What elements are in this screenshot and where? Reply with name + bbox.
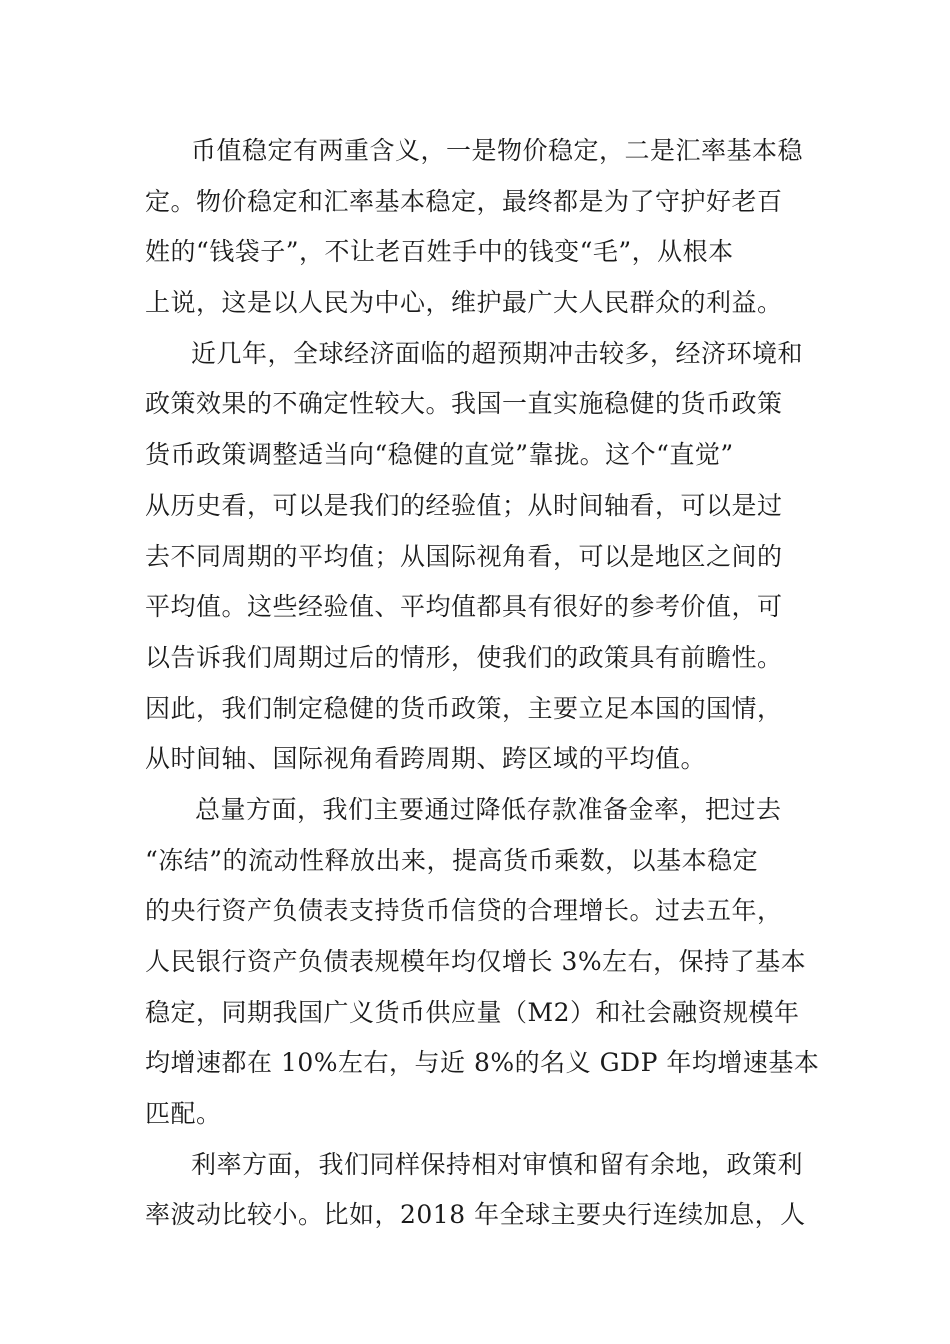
text-line: 以告诉我们周期过后的情形，使我们的政策具有前瞻性。 [145,642,783,672]
text-line: 上说，这是以人民为中心，维护最广大人民群众的利益。 [145,288,783,318]
text-line: 政策效果的不确定性较大。我国一直实施稳健的货币政策 [145,389,783,419]
text-line: 从时间轴、国际视角看跨周期、跨区域的平均值。 [145,744,707,774]
text-line: 近几年，全球经济面临的超预期冲击较多，经济环境和 [191,338,804,368]
paragraph-interest-rate [145,1140,807,1241]
body-text [145,126,820,1241]
text-line: 率波动比较小。比如，2018 年全球主要央行连续加息，人 [145,1200,806,1230]
text-line: 定。物价稳定和汇率基本稳定，最终都是为了守护好老百 [145,186,783,216]
text-line: 因此，我们制定稳健的货币政策，主要立足本国的国情， [145,693,783,723]
text-line: 利率方面，我们同样保持相对审慎和留有余地，政策利 [191,1149,804,1179]
text-line: 的央行资产负债表支持货币信贷的合理增长。过去五年， [145,896,783,926]
text-line: 货币政策调整适当向“稳健的直觉”靠拢。这个“直觉” [145,440,734,470]
text-line: 匹配。 [145,1099,222,1129]
paragraph-total-volume [145,785,820,1140]
paragraph-recent-years [145,329,807,785]
paragraph-currency-stability [145,126,807,329]
text-line: 从历史看，可以是我们的经验值；从时间轴看，可以是过 [145,490,783,520]
text-line: 平均值。这些经验值、平均值都具有很好的参考价值，可 [145,592,783,622]
text-line: 均增速都在 10%左右，与近 8%的名义 GDP 年均增速基本 [145,1048,820,1078]
text-line: 去不同周期的平均值；从国际视角看，可以是地区之间的 [145,541,783,571]
text-line: 币值稳定有两重含义，一是物价稳定，二是汇率基本稳 [191,136,804,165]
text-line: 姓的“钱袋子”，不让老百姓手中的钱变“毛”，从根本 [145,237,734,267]
text-line: “冻结”的流动性释放出来，提高货币乘数，以基本稳定 [145,845,759,875]
text-line: 总量方面，我们主要通过降低存款准备金率，把过去 [195,794,782,824]
text-line: 人民银行资产负债表规模年均仅增长 3%左右，保持了基本 [145,947,807,976]
text-line: 稳定，同期我国广义货币供应量（M2）和社会融资规模年 [145,997,800,1027]
